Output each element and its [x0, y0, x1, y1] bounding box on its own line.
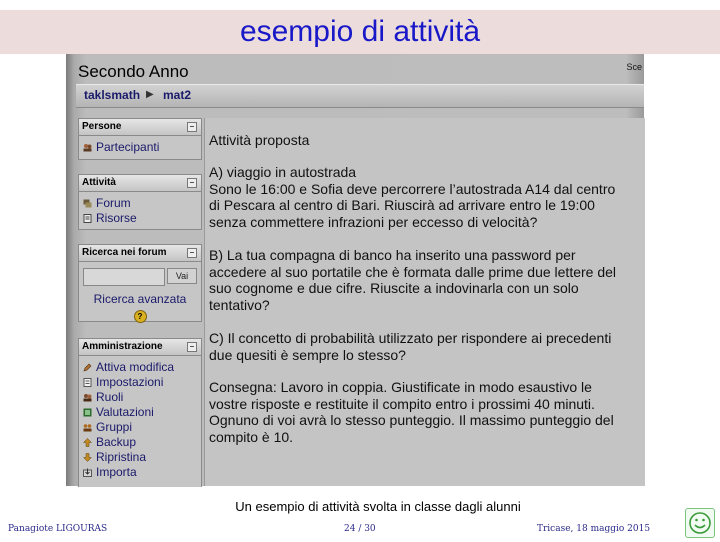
sidebar-item-impostazioni[interactable] [79, 375, 201, 390]
sidebar-item-label: Attiva modifica [96, 360, 175, 374]
sidebar-item-label: Ruoli [96, 390, 124, 404]
slide-caption: Un esempio di attività svolta in classe dagli alunni [235, 499, 521, 514]
sidebar-item-label: Valutazioni [96, 405, 154, 419]
activity-paragraph-b: B) La tua compagna di banco ha inserito una password per accedere al suo portatile che è formata dalle prime due lettere del suo cognome e due cifre. Riuscite a indovinarla con un solo tentativo? [209, 247, 617, 313]
footer-page-number: 24 / 30 [344, 524, 376, 534]
sidebar-item-ruoli[interactable] [79, 390, 201, 405]
block-header [79, 119, 201, 136]
help-icon[interactable]: ? [134, 310, 147, 323]
sidebar-item-forum[interactable] [79, 196, 201, 211]
main-content [204, 118, 645, 486]
sidebar-item-label: Impostazioni [96, 375, 164, 389]
sidebar-item-attiva-modifica[interactable] [79, 360, 201, 375]
sidebar-item-partecipanti[interactable] [79, 140, 201, 155]
resource-icon [83, 214, 92, 223]
block-persone [78, 118, 202, 160]
sidebar-item-label: Ripristina [96, 450, 147, 464]
block-header [79, 245, 201, 262]
forum-search-input[interactable] [83, 268, 165, 286]
block-header [79, 339, 201, 356]
import-icon [83, 468, 92, 477]
sidebar-item-label: Forum [96, 196, 131, 210]
sidebar-item-gruppi[interactable] [79, 420, 201, 435]
activity-heading: Attività proposta [209, 132, 310, 148]
users-icon [83, 143, 92, 152]
roles-icon [83, 393, 92, 402]
restore-icon [83, 453, 92, 462]
footer-place-date: Tricase, 18 maggio 2015 [537, 524, 651, 534]
sidebar-item-label: Importa [96, 465, 137, 479]
moodle-screenshot [66, 54, 644, 486]
sidebar-item-label: Gruppi [96, 420, 133, 434]
sidebar-item-risorse[interactable] [79, 211, 201, 226]
collapse-icon[interactable]: – [187, 342, 197, 352]
groups-icon [83, 423, 92, 432]
collapse-icon[interactable]: – [187, 248, 197, 258]
slide-title: esempio di attività [0, 10, 720, 54]
block-title: Amministrazione [82, 341, 163, 352]
search-row [79, 266, 201, 288]
block-header [79, 175, 201, 192]
block-title: Ricerca nei forum [82, 247, 167, 258]
sidebar-item-backup[interactable] [79, 435, 201, 450]
breadcrumb-home-link[interactable]: taklsmath [84, 88, 141, 102]
advanced-search-link[interactable]: Ricerca avanzata [93, 292, 187, 306]
block-ricerca-forum [78, 244, 202, 322]
sidebar-item-valutazioni[interactable] [79, 405, 201, 420]
breadcrumb-course-link[interactable]: mat2 [163, 88, 192, 102]
activity-consegna: Consegna: Lavoro in coppia. Giustificate in modo esaustivo le vostre risposte e restituite il compito entro i prossimi 40 minuti. Ognuno di voi avrà lo stesso punteggio. Il massimo punteggio del compito è 10. [209, 379, 614, 445]
sidebar-item-ripristina[interactable] [79, 450, 201, 465]
cut-off-text: Sce [626, 62, 642, 72]
sidebar-item-label: Risorse [96, 211, 137, 225]
block-title: Persone [82, 121, 122, 132]
slide-footer [0, 520, 720, 540]
footer-author: Panagiote LIGOURAS [8, 524, 108, 534]
block-title: Attività [82, 177, 116, 188]
activity-paragraph-c: C) Il concetto di probabilità utilizzato per rispondere ai precedenti due quesiti è sempre lo stesso? [209, 330, 612, 363]
block-amministrazione [78, 338, 202, 487]
search-go-button[interactable]: Vai [167, 268, 197, 284]
sidebar-item-importa[interactable] [79, 465, 201, 480]
breadcrumb-arrow-icon: ▶ [146, 89, 154, 100]
collapse-icon[interactable]: – [187, 178, 197, 188]
smiley-icon [685, 508, 715, 538]
activity-paragraph-a: A) viaggio in autostrada Sono le 16:00 e Sofia deve percorrere l’autostrada A14 dal centro di Pescara al centro di Bari. Riuscirà ad arrivare entro le 19:00 senza commettere infrazioni per eccesso di velocità? [209, 164, 616, 230]
sidebar-item-label: Backup [96, 435, 137, 449]
collapse-icon[interactable]: – [187, 122, 197, 132]
forum-icon [83, 199, 92, 208]
backup-icon [83, 438, 92, 447]
edit-icon [83, 363, 92, 372]
settings-icon [83, 378, 92, 387]
breadcrumb [76, 84, 644, 108]
sidebar-item-label: Partecipanti [96, 140, 160, 154]
grades-icon [83, 408, 92, 417]
course-title: Secondo Anno [78, 62, 189, 81]
block-attivita [78, 174, 202, 230]
